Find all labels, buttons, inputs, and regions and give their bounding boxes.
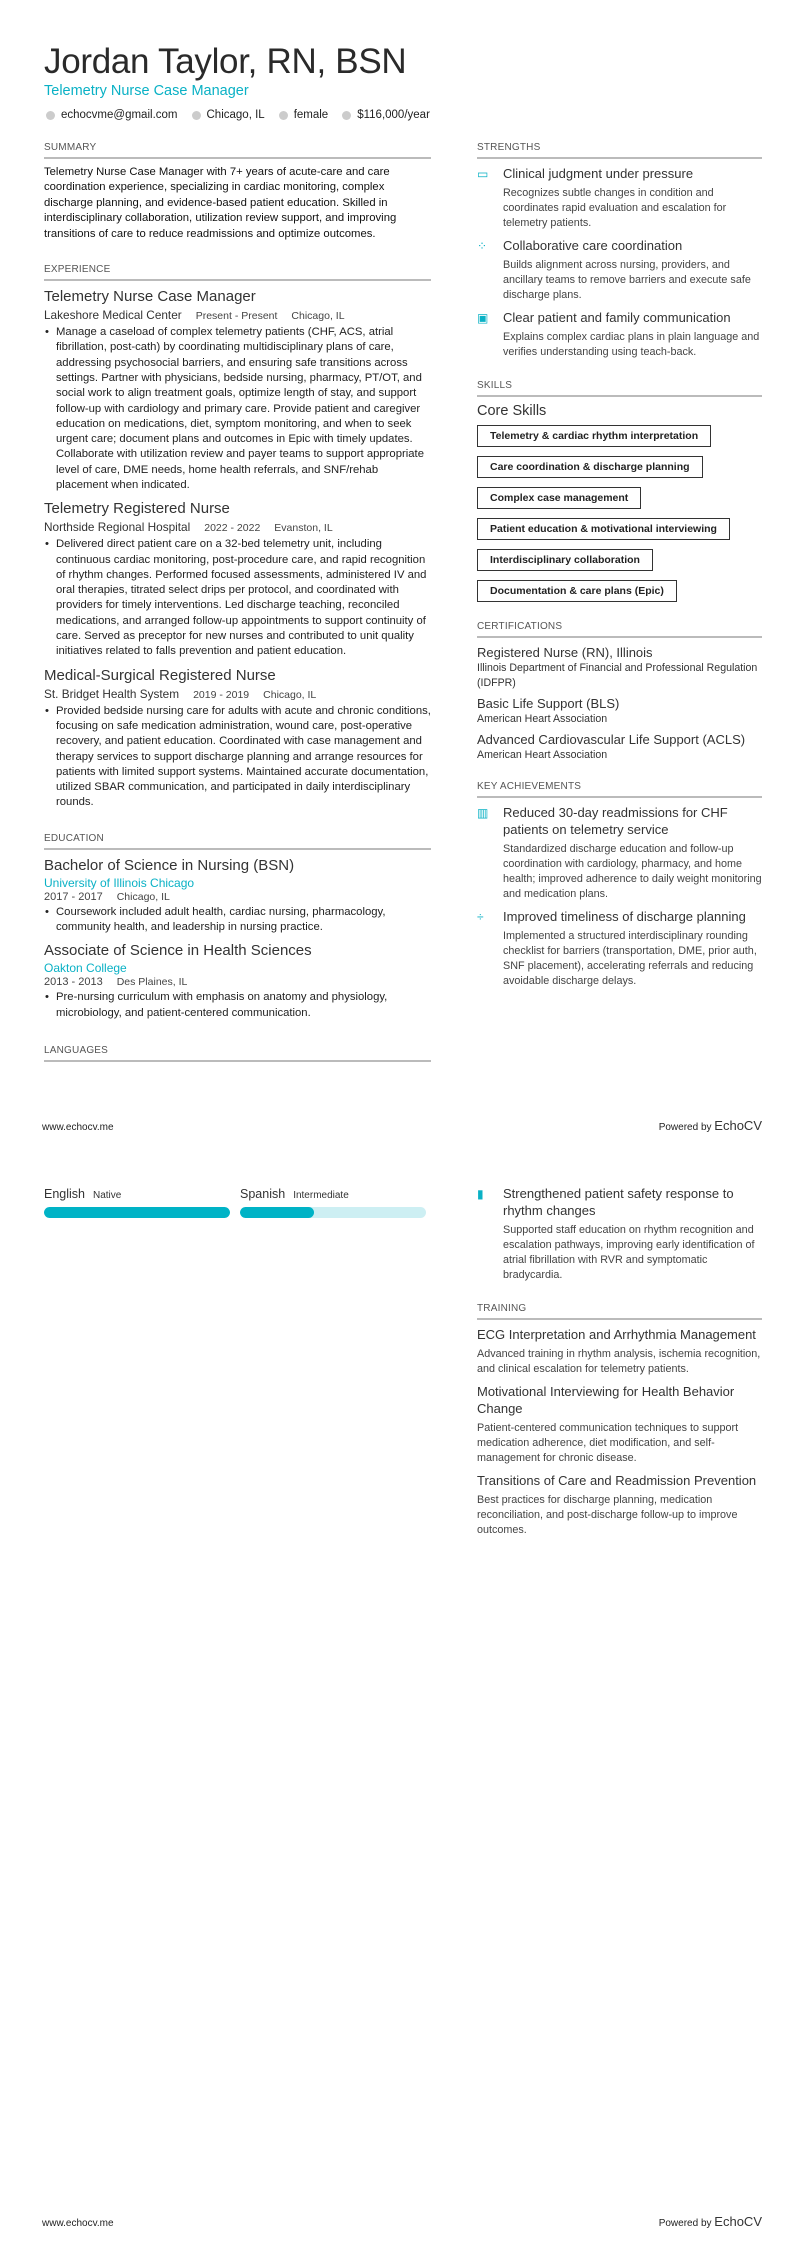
file-icon: ▮ — [477, 1187, 484, 1201]
building-icon: ▥ — [477, 806, 489, 820]
job-title: Telemetry Nurse Case Manager — [44, 288, 256, 306]
contact-info — [46, 109, 430, 121]
footer-url[interactable]: www.echocv.me — [42, 2218, 114, 2229]
languages-heading: LANGUAGES — [44, 1045, 431, 1062]
left-column — [44, 1185, 431, 1218]
left-column — [44, 142, 431, 1068]
summary-heading: SUMMARY — [44, 142, 431, 159]
training-title: Transitions of Care and Readmission Prevention — [477, 1473, 757, 1488]
education-entry — [44, 941, 431, 1021]
strength-title: Collaborative care coordination — [503, 238, 683, 253]
language-bar — [240, 1207, 426, 1218]
language-level: Native — [93, 1190, 122, 1201]
powered-label: Powered by — [658, 1122, 712, 1133]
strength-item — [477, 309, 762, 360]
skill-tag: Documentation & care plans (Epic) — [477, 580, 677, 602]
battery-icon: ▭ — [477, 167, 489, 181]
gender-text: female — [293, 109, 329, 121]
language-level: Intermediate — [293, 1190, 349, 1201]
skill-tag: Telemetry & cardiac rhythm interpretation — [477, 425, 711, 447]
skill-tag: Complex case management — [477, 487, 641, 509]
contact-location — [192, 109, 265, 121]
skill-tag: Interdisciplinary collaboration — [477, 549, 653, 571]
achievement-item — [477, 804, 762, 902]
degree: Associate of Science in Health Sciences — [44, 942, 312, 960]
skill-tag: Patient education & motivational interviewing — [477, 518, 730, 540]
footer-url[interactable]: www.echocv.me — [42, 1122, 114, 1133]
achievement-desc: Supported staff education on rhythm recognition and escalation pathways, improving early identification of atrial fibrillation with RVR and symptomatic bradycardia. — [503, 1224, 755, 1281]
training-heading: TRAINING — [477, 1303, 762, 1320]
achievement-title: Improved timeliness of discharge planning — [503, 909, 746, 924]
location: Evanston, IL — [274, 522, 333, 535]
company: Lakeshore Medical Center — [44, 308, 182, 323]
company: St. Bridget Health System — [44, 686, 180, 701]
network-icon: ⁘ — [477, 239, 488, 253]
location-text: Chicago, IL — [206, 109, 265, 121]
cert-title: Advanced Cardiovascular Life Support (ACLS) — [477, 732, 746, 747]
clipboard-check-icon: ▣ — [477, 311, 489, 325]
school: Oakton College — [44, 961, 127, 976]
language-bar-fill — [44, 1207, 230, 1218]
achievements-heading: KEY ACHIEVEMENTS — [477, 781, 762, 798]
cert-issuer: American Heart Association — [477, 713, 608, 725]
language-item — [44, 1185, 230, 1218]
achievement-desc: Implemented a structured interdisciplinary rounding checklist for barriers (transportation, DME, prior auth, SNF placement), accelerating referrals and reducing avoidable discharge delays. — [503, 930, 757, 987]
strengths-heading: STRENGTHS — [477, 142, 762, 159]
contact-salary — [342, 109, 430, 121]
contact-email[interactable] — [46, 109, 178, 121]
dollar-icon — [342, 111, 351, 120]
job-title: Telemetry Nurse Case Manager — [44, 83, 249, 99]
salary-text: $116,000/year — [357, 109, 430, 121]
training-title: ECG Interpretation and Arrhythmia Management — [477, 1327, 756, 1342]
dates: 2013 - 2013 — [44, 976, 103, 989]
location-pin-icon — [192, 111, 201, 120]
dates: 2019 - 2019 — [193, 688, 250, 701]
strength-desc: Builds alignment across nursing, providers, and ancillary teams to remove barriers and execute safe discharge plans. — [503, 259, 751, 301]
certifications-heading: CERTIFICATIONS — [477, 621, 762, 638]
job-bullet: • Delivered direct patient care on a 32-bed telemetry unit, including continuous cardiac monitoring, post-procedure care, and rapid recognition of rhythm changes. Performed focused assessments, administered IV and oral therapies, titrated select drips per protocol, and coordinated with providers for timely interventions. Led discharge teaching, reconciled medications, and arranged follow-up appointments to support continuity of care. Served as preceptor for new nurses and contributed to unit quality initiatives related to falls prevention and patient education. — [44, 537, 431, 659]
footer-powered — [659, 1118, 762, 1133]
strength-desc: Explains complex cardiac plans in plain language and verifies understanding using teach-back. — [503, 331, 760, 358]
location: Des Plaines, IL — [116, 976, 188, 989]
dates: 2017 - 2017 — [44, 890, 103, 903]
education-entry — [44, 856, 431, 936]
job-entry — [44, 287, 431, 493]
training-desc: Best practices for discharge planning, medication reconciliation, and post-discharge follow-up to improve outcomes. — [477, 1494, 738, 1536]
dates: 2022 - 2022 — [204, 522, 261, 535]
achievement-title: Reduced 30-day readmissions for CHF patients on telemetry service — [503, 805, 728, 837]
achievement-desc: Standardized discharge education and follow-up coordination with cardiology, pharmacy, and home health; improved adherence to daily weight monitoring and medication plans. — [503, 843, 762, 900]
company: Northside Regional Hospital — [44, 520, 191, 535]
job-entry — [44, 499, 431, 659]
cert-title: Registered Nurse (RN), Illinois — [477, 645, 653, 660]
language-item — [240, 1185, 426, 1218]
achievement-item — [477, 908, 762, 989]
cert-issuer: American Heart Association — [477, 749, 608, 761]
training-title: Motivational Interviewing for Health Behavior Change — [477, 1384, 735, 1416]
language-name: English — [44, 1187, 85, 1201]
language-name: Spanish — [240, 1187, 286, 1201]
degree: Bachelor of Science in Nursing (BSN) — [44, 856, 295, 874]
location: Chicago, IL — [291, 310, 345, 323]
training-desc: Patient-centered communication techniques to support medication adherence, diet modification, and self-management for chronic disease. — [477, 1422, 739, 1464]
language-bar — [44, 1207, 230, 1218]
at-icon — [46, 111, 55, 120]
contact-gender — [279, 109, 329, 121]
strength-desc: Recognizes subtle changes in condition and coordinates rapid evaluation and escalation for telemetry patients. — [503, 187, 727, 229]
skill-tag: Care coordination & discharge planning — [477, 456, 703, 478]
cert-title: Basic Life Support (BLS) — [477, 696, 620, 711]
strength-title: Clear patient and family communication — [503, 310, 731, 325]
job-entry — [44, 666, 431, 811]
skills-heading: SKILLS — [477, 380, 762, 397]
brand-logo[interactable]: EchoCV — [714, 1118, 762, 1133]
achievement-title: Strengthened patient safety response to rhythm changes — [503, 1186, 734, 1218]
training-desc: Advanced training in rhythm analysis, ischemia recognition, and clinical escalation for telemetry patients. — [477, 1348, 761, 1375]
candidate-name: Jordan Taylor, RN, BSN — [44, 42, 407, 81]
footer-powered — [659, 2214, 762, 2229]
job-bullet: • Manage a caseload of complex telemetry patients (CHF, ACS, atrial fibrillation, post-cath) by coordinating multidisciplinary plans of care, addressing psychosocial barriers, and ensuring safe transitions across settings. Partner with physicians, bedside nursing, pharmacy, PT/OT, and social work to align treatment goals, optimize length of stay, and support follow-up with cardiology and primary care. Provide patient and caregiver education on medications, diet, symptom monitoring, and when to seek urgent care; document plans and outcomes in Epic with timely updates. Collaborate with utilization review and payer teams to support appropriate level of care, DME needs, home health referrals, and SNF/rehab placement when indicated. — [44, 325, 431, 493]
divide-icon: ÷ — [477, 910, 484, 924]
experience-heading: EXPERIENCE — [44, 264, 431, 281]
job-title: Medical-Surgical Registered Nurse — [44, 666, 276, 684]
strength-item — [477, 237, 762, 303]
powered-label: Powered by — [658, 2218, 712, 2229]
education-heading: EDUCATION — [44, 833, 431, 850]
summary-text: Telemetry Nurse Case Manager with 7+ years of acute-care and care coordination experience, specializing in cardiac monitoring, complex discharge planning, and evidence-based patient education. Skilled in interdisciplinary collaboration, utilization review support, and improving transitions of care to reduce readmissions and optimize outcomes. — [44, 166, 397, 240]
dates: Present - Present — [195, 310, 278, 323]
brand-logo[interactable]: EchoCV — [714, 2214, 762, 2229]
achievement-item — [477, 1185, 762, 1283]
location: Chicago, IL — [116, 890, 170, 903]
right-column — [477, 142, 762, 995]
job-title: Telemetry Registered Nurse — [44, 500, 230, 518]
strength-title: Clinical judgment under pressure — [503, 166, 694, 181]
right-column — [477, 1185, 762, 1538]
language-bar-fill — [240, 1207, 314, 1218]
education-bullet: • Coursework included adult health, cardiac nursing, pharmacology, community health, and leadership in nursing practice. — [44, 905, 431, 936]
skill-group-title: Core Skills — [477, 403, 547, 419]
strength-item — [477, 165, 762, 231]
location: Chicago, IL — [263, 688, 317, 701]
cert-issuer: Illinois Department of Financial and Professional Regulation (IDFPR) — [477, 662, 758, 689]
person-icon — [279, 111, 288, 120]
education-bullet: • Pre-nursing curriculum with emphasis on anatomy and physiology, microbiology, and patient-centered communication. — [44, 990, 431, 1021]
resume-page-2 — [0, 1150, 794, 2246]
school: University of Illinois Chicago — [44, 875, 195, 890]
languages-list — [44, 1185, 431, 1218]
email-text: echocvme@gmail.com — [61, 109, 178, 121]
job-bullet: • Provided bedside nursing care for adults with acute and chronic conditions, focusing on safe medication administration, wound care, post-operative recovery, and patient education. Coordinated with case management and therapy services to support discharge planning and arrange resources for patients with limited support systems. Maintained accurate documentation, utilized SBAR communication, and participated in daily interdisciplinary rounds. — [44, 704, 431, 811]
